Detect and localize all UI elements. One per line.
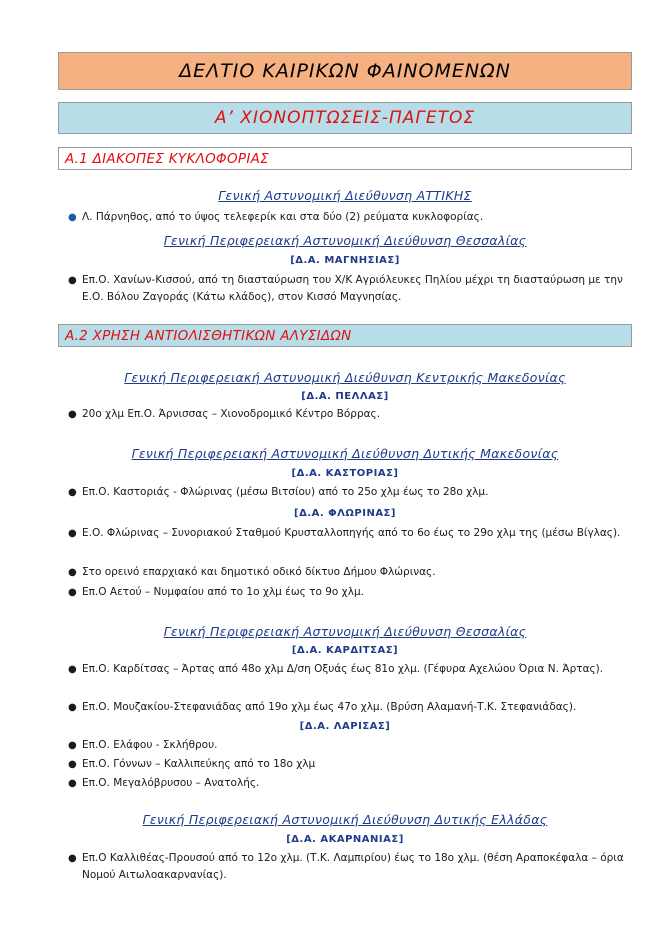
document-title: ΔΕΛΤΙΟ ΚΑΙΡΙΚΩΝ ΦΑΙΝΟΜΕΝΩΝ: [179, 60, 511, 82]
da-kastoria-label: [Δ.Α. ΚΑΣΤΟΡΙΑΣ]: [291, 468, 399, 479]
bullet-icon: ●: [68, 853, 77, 864]
section-a1-title: Α.1 ΔΙΑΚΟΠΕΣ ΚΥΚΛΟΦΟΡΙΑΣ: [65, 150, 269, 167]
hq-west-macedonia-heading: Γενική Περιφερειακή Αστυνομική Διεύθυνση Δυτικής Μακεδονίας: [131, 446, 559, 461]
list-item-text: Επ.Ο. Μεγαλόβρυσου – Ανατολής.: [82, 777, 260, 789]
list-item: [68, 209, 630, 226]
bullet-icon: ●: [68, 664, 77, 675]
hq-west-greece-heading: Γενική Περιφερειακή Αστυνομική Διεύθυνση Δυτικής Ελλάδας: [142, 812, 548, 827]
list-item-text: Επ.Ο. Καρδίτσας – Άρτας από 48ο χλμ Δ/ση Οξυάς έως 81ο χλμ. (Γέφυρα Αχελώου Όρια Ν. Άρτας).: [82, 663, 604, 675]
list-item-text: Επ.Ο. Χανίων-Κισσού, από τη διασταύρωση του Χ/Κ Αγριόλευκες Πηλίου μέχρι τη διασταύρωση με την Ε.Ο. Βόλου Ζαγοράς (Κάτω κλάδος), στον Κισσό Μαγνησίας.: [82, 274, 623, 303]
da-florina-label: [Δ.Α. ΦΛΩΡΙΝΑΣ]: [294, 508, 396, 519]
hq-central-macedonia-heading: Γενική Περιφερειακή Αστυνομική Διεύθυνση Κεντρικής Μακεδονίας: [124, 370, 566, 385]
list-item-text: Επ.Ο. Μουζακίου-Στεφανιάδας από 19ο χλμ έως 47ο χλμ. (Βρύση Αλαμανή-Τ.Κ. Στεφανιάδας).: [82, 701, 577, 713]
bullet-icon: ●: [68, 587, 77, 598]
list-item-text: 20ο χλμ Επ.Ο. Άρνισσας – Χιονοδρομικό Κέντρο Βόρρας.: [82, 408, 381, 420]
bullet-icon: ●: [68, 740, 77, 751]
bullet-icon: ●: [68, 409, 77, 420]
section-a1-header: [58, 147, 632, 170]
list-item: [68, 737, 630, 754]
da-karditsa-label: [Δ.Α. ΚΑΡΔΙΤΣΑΣ]: [291, 645, 399, 656]
list-item-text: Επ.Ο Καλλιθέας-Προυσού από το 12ο χλμ. (Τ.Κ. Λαμπιρίου) έως το 18ο χλμ. (θέση Αραποκέφαλα – όρια Νομού Αιτωλοακαρνανίας).: [82, 852, 624, 881]
bullet-icon: ●: [68, 759, 77, 770]
list-item: [68, 775, 630, 792]
list-item: [68, 850, 630, 884]
da-akarnania-label: [Δ.Α. ΑΚΑΡΝΑΝΙΑΣ]: [286, 834, 404, 845]
list-item-text: Ε.Ο. Φλώρινας – Συνοριακού Σταθμού Κρυσταλλοπηγής από το 6ο έως το 29ο χλμ της (μέσω Βίγλας).: [82, 527, 621, 539]
list-item-text: Επ.Ο. Ελάφου - Σκλήθρου.: [82, 739, 218, 751]
da-pella-label: [Δ.Α. ΠΕΛΛΑΣ]: [301, 391, 389, 402]
list-item-text: Επ.Ο. Καστοριάς - Φλώρινας (μέσω Βιτσίου) από το 25ο χλμ έως το 28ο χλμ.: [82, 486, 489, 498]
list-item: [68, 272, 630, 306]
hq-thessaly-heading: Γενική Περιφερειακή Αστυνομική Διεύθυνση Θεσσαλίας: [163, 624, 527, 639]
bullet-icon: ●: [68, 778, 77, 789]
list-item-text: Επ.Ο Αετού – Νυμφαίου από το 1ο χλμ έως το 9ο χλμ.: [82, 586, 364, 598]
list-item: [68, 756, 630, 773]
title-banner: [58, 52, 632, 90]
bullet-icon: ●: [68, 275, 77, 286]
document-subtitle: Α’ ΧΙΟΝΟΠΤΩΣΕΙΣ-ΠΑΓΕΤΟΣ: [214, 108, 476, 128]
list-item: [68, 525, 630, 542]
da-larisa-label: [Δ.Α. ΛΑΡΙΣΑΣ]: [299, 721, 391, 732]
list-item: [68, 564, 630, 581]
list-item: [68, 699, 630, 716]
section-a2-title: Α.2 ΧΡΗΣΗ ΑΝΤΙΟΛΙΣΘΗΤΙΚΩΝ ΑΛΥΣΙΔΩΝ: [65, 327, 352, 344]
bullet-icon: ●: [68, 528, 77, 539]
section-a2-header: [58, 324, 632, 347]
bullet-icon: ●: [68, 212, 77, 223]
hq-thessaly-heading: Γενική Περιφερειακή Αστυνομική Διεύθυνση Θεσσαλίας: [163, 233, 527, 248]
list-item: [68, 661, 630, 678]
list-item: [68, 584, 630, 601]
bullet-icon: ●: [68, 567, 77, 578]
list-item-text: Λ. Πάρνηθος, από το ύψος τελεφερίκ και στα δύο (2) ρεύματα κυκλοφορίας.: [82, 211, 484, 223]
subtitle-banner: [58, 102, 632, 134]
list-item-text: Στο ορεινό επαρχιακό και δημοτικό οδικό δίκτυο Δήμου Φλώρινας.: [82, 566, 436, 578]
bullet-icon: ●: [68, 702, 77, 713]
list-item-text: Επ.Ο. Γόννων – Καλλιπεύκης από το 18ο χλμ: [82, 758, 316, 770]
bullet-icon: ●: [68, 487, 77, 498]
list-item: [68, 484, 630, 501]
list-item: [68, 406, 630, 423]
da-magnesia-label: [Δ.Α. ΜΑΓΝΗΣΙΑΣ]: [290, 255, 400, 266]
hq-attica-heading: Γενική Αστυνομική Διεύθυνση ΑΤΤΙΚΗΣ: [218, 188, 472, 203]
